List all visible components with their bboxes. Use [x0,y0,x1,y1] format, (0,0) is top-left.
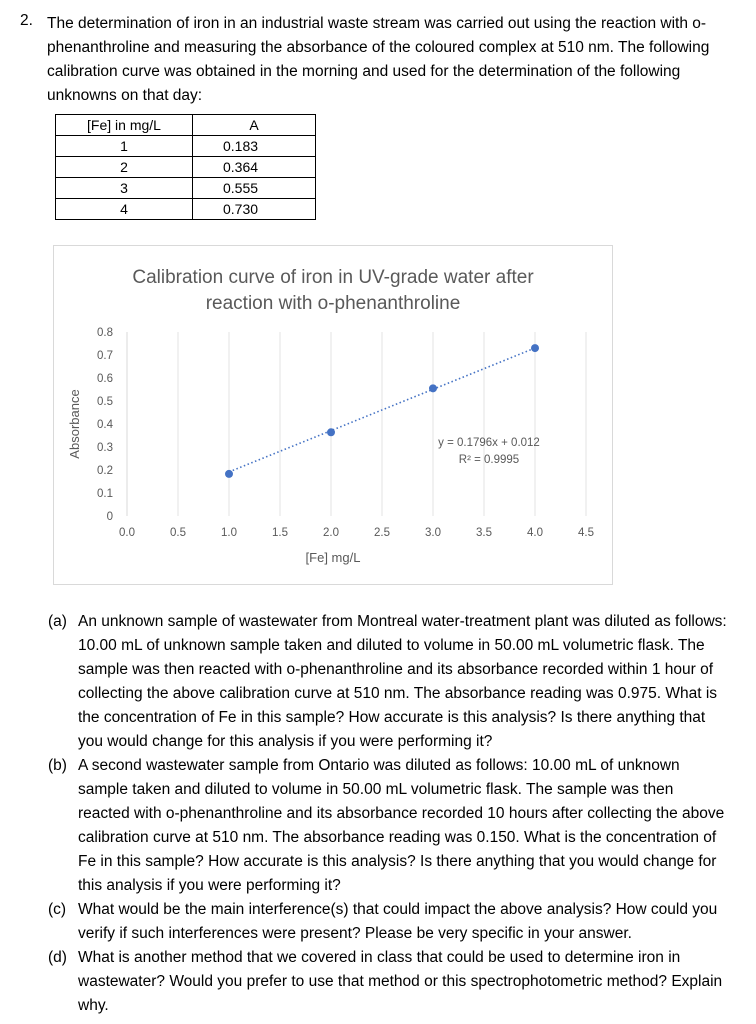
chart-data-point [531,344,539,352]
chart-data-point [225,470,233,478]
chart-y-tick-label: 0.4 [97,419,113,431]
table-cell-fe: 4 [56,199,193,220]
chart-y-tick-label: 0.5 [97,396,113,408]
chart-x-tick-label: 2.5 [374,527,390,539]
chart-y-tick-label: 0.3 [97,442,113,454]
part-text: What would be the main interference(s) that could impact the above analysis? How could you verify if such interferences were present? Please be very specific in your answer. [78,901,718,942]
chart-data-point [327,428,335,436]
chart-r-squared: R² = 0.9995 [458,454,520,466]
table-header-a: A [193,115,316,136]
part-text: An unknown sample of wastewater from Montreal water-treatment plant was diluted as follows: 10.00 mL of unknown sample taken and diluted to volume in 50.00 mL volumetric flask. The sample was then reacted with o-phenanthroline and its absorbance recorded within 1 hour of collecting the above calibration curve at 510 nm. The absorbance reading was 0.975. What is the concentration of Fe in this sample? How accurate is this analysis? Is there anything that you would change for this analysis if you were performing it? [78,613,727,750]
part-label: (c) [48,901,67,918]
chart-x-axis-label: [Fe] mg/L [305,550,361,565]
chart-x-tick-label: 3.5 [476,527,492,539]
chart-x-tick-label: 1.0 [221,527,237,539]
calibration-table [55,114,316,220]
question-intro-text: The determination of iron in an industrial waste stream was carried out using the reaction with o-phenanthroline and measuring the absorbance of the coloured complex at 510 nm. The following calibration curve was obtained in the morning and used for the determination of the following unknowns on that day: [47,15,710,104]
calibration-chart [53,245,613,585]
chart-data-point [429,384,437,392]
part-label: (b) [48,757,67,774]
question-part-c [48,898,728,946]
chart-y-tick-label: 0 [106,511,113,523]
chart-x-tick-label: 2.0 [323,527,339,539]
chart-x-tick-label: 3.0 [425,527,441,539]
chart-y-tick-label: 0.8 [97,327,113,339]
table-cell-fe: 2 [56,157,193,178]
question-parts [48,610,728,1018]
question-part-a [48,610,728,754]
chart-x-tick-label: 4.0 [527,527,543,539]
chart-y-tick-label: 0.2 [97,465,113,477]
table-row [56,157,316,178]
part-label: (a) [48,613,67,630]
question-intro [47,12,727,108]
chart-title-line1: Calibration curve of iron in UV-grade water after [132,267,534,288]
table-cell-fe: 3 [56,178,193,199]
chart-y-axis-label: Absorbance [67,389,82,459]
table-row [56,178,316,199]
table-header-fe: [Fe] in mg/L [56,115,193,136]
table-cell-a: 0.730 [193,199,316,220]
table-cell-fe: 1 [56,136,193,157]
chart-x-tick-label: 1.5 [272,527,288,539]
chart-svg [54,246,612,584]
chart-x-tick-label: 4.5 [578,527,594,539]
chart-y-tick-label: 0.1 [97,488,113,500]
question-number: 2. [20,12,33,29]
part-text: A second wastewater sample from Ontario was diluted as follows: 10.00 mL of unknown sample taken and diluted to volume in 50.00 mL volumetric flask. The sample was then reacted with o-phenanthroline and its absorbance recorded 10 hours after collecting the above calibration curve at 510 nm. The absorbance reading was 0.150. What is the concentration of Fe in this sample? How accurate is this analysis? Is there anything that you would change for this analysis if you were performing it? [78,757,725,894]
chart-x-tick-label: 0.5 [170,527,186,539]
chart-y-tick-label: 0.7 [97,350,113,362]
chart-title-line2: reaction with o-phenanthroline [205,293,461,314]
part-label: (d) [48,949,67,966]
question-part-b [48,754,728,898]
table-header-row [56,115,316,136]
table-cell-a: 0.555 [193,178,316,199]
question-part-d [48,946,728,1018]
part-text: What is another method that we covered in class that could be used to determine iron in wastewater? Would you prefer to use that method or this spectrophotometric method? Explain why. [78,949,723,1014]
chart-equation: y = 0.1796x + 0.012 [438,437,540,449]
table-row [56,199,316,220]
chart-x-tick-label: 0.0 [119,527,135,539]
table-cell-a: 0.364 [193,157,316,178]
table-cell-a: 0.183 [193,136,316,157]
chart-y-tick-label: 0.6 [97,373,113,385]
table-row [56,136,316,157]
